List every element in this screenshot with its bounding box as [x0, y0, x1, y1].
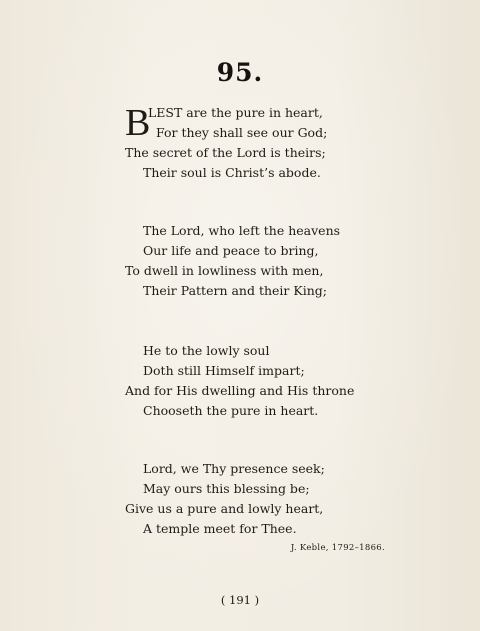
stanza-3-line-2: Doth still Himself impart;: [143, 363, 305, 378]
stanza-1-line-4: Their soul is Christ’s abode.: [143, 165, 321, 180]
stanza-3-line-4: Chooseth the pure in heart.: [143, 403, 319, 418]
stanza-2-line-4: Their Pattern and their King;: [143, 283, 327, 298]
drop-cap-block: [125, 103, 385, 143]
stanza-4-line-2: May ours this blessing be;: [143, 481, 310, 496]
stanza-1-line-3: The secret of the Lord is theirs;: [125, 145, 326, 160]
stanza-4: [125, 459, 385, 539]
stanza-2: [125, 221, 385, 301]
author-attribution: J. Keble, 1792–1866.: [290, 543, 385, 553]
page-number: ( 191 ): [220, 593, 260, 607]
stanza-3-line-3: And for His dwelling and His throne: [125, 383, 355, 398]
stanza-3: [125, 341, 385, 421]
stanza-2-line-1: The Lord, who left the heavens: [143, 223, 341, 238]
drop-cap: B: [125, 102, 151, 144]
stanza-4-line-3: Give us a pure and lowly heart,: [125, 501, 324, 516]
hymn-number: 95.: [216, 58, 264, 87]
stanza-4-line-1: Lord, we Thy presence seek;: [143, 461, 325, 476]
stanza-1-line-1: LEST are the pure in heart,: [148, 105, 323, 120]
stanza-4-line-4: A temple meet for Thee.: [143, 521, 297, 536]
stanza-2-line-2: Our life and peace to bring,: [143, 243, 319, 258]
stanza-1: [125, 103, 385, 183]
stanza-1-line-2: For they shall see our God;: [156, 125, 328, 140]
stanza-2-line-3: To dwell in lowliness with men,: [125, 263, 324, 278]
stanza-3-line-1: He to the lowly soul: [143, 343, 270, 358]
